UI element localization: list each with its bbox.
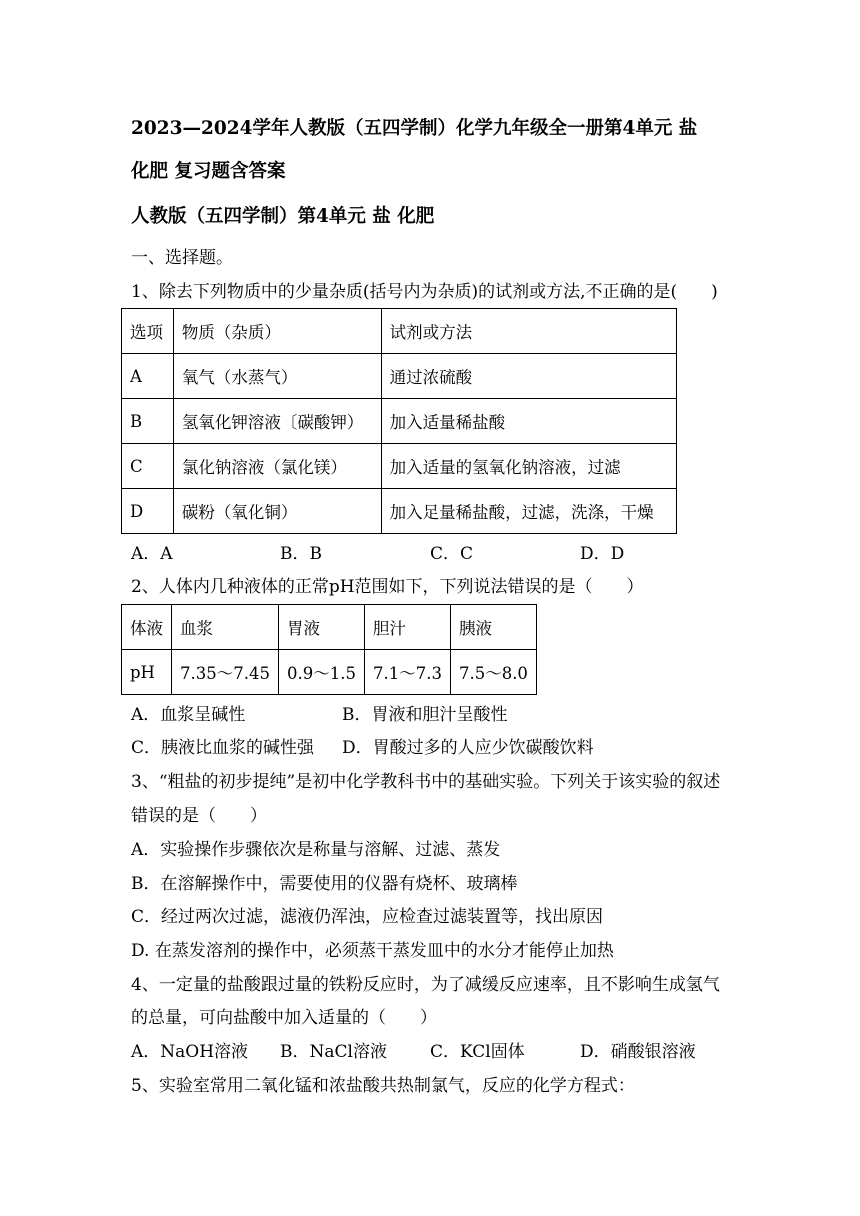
q2-stem: 2、人体内几种液体的正常pH范围如下，下列说法错误的是（ ）	[131, 577, 644, 597]
q4-option-b: B．NaCl溶液	[280, 1042, 387, 1062]
table-row	[122, 399, 677, 444]
q4-option-d: D．硝酸银溶液	[580, 1042, 696, 1062]
q2-option-b: B．胃液和胆汁呈酸性	[342, 705, 508, 725]
q4-stem-line2: 的总量，可向盐酸中加入适量的（ ）	[131, 1008, 437, 1028]
table-cell: 加入适量的氢氧化钠溶液，过滤	[381, 444, 676, 489]
table-header-cell: 物质（杂质）	[173, 309, 381, 354]
table-cell: 7.5～8.0	[450, 650, 536, 695]
table-cell: C	[122, 444, 174, 489]
table-header-cell: 选项	[122, 309, 174, 354]
q1-option-a: A．A	[131, 544, 173, 564]
q3-option-d: D. 在蒸发溶剂的操作中，必须蒸干蒸发皿中的水分才能停止加热	[131, 941, 614, 961]
q1-option-c: C．C	[430, 544, 474, 564]
q4-option-a: A．NaOH溶液	[131, 1042, 249, 1062]
table-cell: B	[122, 399, 174, 444]
table-cell: A	[122, 354, 174, 399]
q4-stem-line1: 4、一定量的盐酸跟过量的铁粉反应时，为了减缓反应速率，且不影响生成氢气	[131, 975, 720, 995]
q4-option-c: C．KCl固体	[430, 1042, 525, 1062]
table-cell: pH	[122, 650, 172, 695]
table-cell: D	[122, 489, 174, 534]
q5-stem: 5、实验室常用二氧化锰和浓盐酸共热制氯气，反应的化学方程式：	[131, 1076, 635, 1096]
table-row	[122, 354, 677, 399]
q2-option-c: C．胰液比血浆的碱性强	[131, 738, 315, 758]
table-cell: 氢氧化钾溶液〔碳酸钾）	[173, 399, 381, 444]
table-cell: 0.9～1.5	[278, 650, 364, 695]
q1-option-b: B．B	[280, 544, 322, 564]
table-header-cell: 胃液	[278, 605, 364, 650]
table-cell: 加入足量稀盐酸，过滤，洗涤，干燥	[381, 489, 676, 534]
table-cell: 氧气（水蒸气）	[173, 354, 381, 399]
doc-title-line1: 2023—2024学年人教版（五四学制）化学九年级全一册第4单元 盐	[131, 118, 698, 139]
table-cell: 碳粉（氧化铜）	[173, 489, 381, 534]
table-header-cell: 胰液	[450, 605, 536, 650]
table-cell: 加入适量稀盐酸	[381, 399, 676, 444]
doc-title-line2: 化肥 复习题含答案	[131, 161, 286, 182]
q3-option-a: A．实验操作步骤依次是称量与溶解、过滤、蒸发	[131, 840, 501, 860]
q2-option-d: D．胃酸过多的人应少饮碳酸饮料	[342, 738, 594, 758]
q1-option-d: D．D	[580, 544, 625, 564]
q3-stem-line1: 3、“粗盐的初步提纯”是初中化学教科书中的基础实验。下列关于该实验的叙述	[131, 772, 721, 792]
table-row	[122, 444, 677, 489]
table-header-cell: 胆汁	[364, 605, 450, 650]
table-header-cell: 血浆	[172, 605, 279, 650]
table-cell: 7.1～7.3	[364, 650, 450, 695]
table-header-cell: 试剂或方法	[381, 309, 676, 354]
table-header-cell: 体液	[122, 605, 172, 650]
table-row	[122, 650, 537, 695]
section-heading: 一、选择题。	[131, 248, 233, 268]
q3-stem-line2: 错误的是（ ）	[131, 806, 267, 826]
table-header-row	[122, 605, 537, 650]
q1-stem: 1、除去下列物质中的少量杂质(括号内为杂质)的试剂或方法,不正确的是( )	[131, 282, 718, 302]
doc-subtitle: 人教版（五四学制）第4单元 盐 化肥	[131, 206, 435, 227]
table-cell: 7.35～7.45	[172, 650, 279, 695]
q3-option-c: C．经过两次过滤，滤液仍浑浊，应检查过滤装置等，找出原因	[131, 907, 604, 927]
table-cell: 通过浓硫酸	[381, 354, 676, 399]
q3-option-b: B．在溶解操作中，需要使用的仪器有烧杯、玻璃棒	[131, 874, 518, 894]
q1-table	[121, 308, 677, 534]
table-cell: 氯化钠溶液（氯化镁）	[173, 444, 381, 489]
q2-option-a: A．血浆呈碱性	[131, 705, 246, 725]
q2-table	[121, 604, 537, 695]
table-header-row	[122, 309, 677, 354]
table-row	[122, 489, 677, 534]
